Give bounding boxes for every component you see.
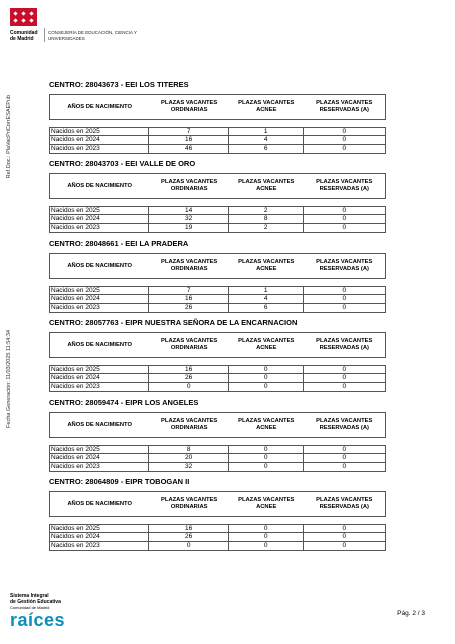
logo-divider — [44, 28, 45, 42]
col-header-anos: AÑOS DE NACIMIENTO — [67, 182, 133, 189]
row-label: Nacidos en 2023 — [50, 542, 149, 550]
cell-ordinarias: 16 — [149, 525, 229, 532]
page-number: Pág. 2 / 3 — [397, 610, 425, 617]
col-header-ordinarias: PLAZAS VACANTES ORDINARIAS — [161, 418, 218, 431]
cell-reservadas: 0 — [342, 446, 347, 453]
row-label: Nacidos en 2023 — [50, 304, 149, 312]
cell-ordinarias: 0 — [149, 542, 229, 550]
col-header-acnee: PLAZAS VACANTES ACNEE — [238, 338, 295, 351]
cell-acnee: 4 — [229, 136, 304, 144]
col-header-acnee: PLAZAS VACANTES ACNEE — [238, 179, 295, 192]
row-label: Nacidos en 2024 — [50, 136, 149, 144]
cell-ordinarias: 0 — [149, 383, 229, 391]
cell-reservadas: 0 — [342, 287, 347, 294]
row-label: Nacidos en 2024 — [50, 295, 149, 303]
cell-ordinarias: 16 — [149, 366, 229, 373]
table-row — [49, 145, 386, 154]
cell-reservadas: 0 — [342, 207, 347, 214]
centro-block — [49, 80, 386, 154]
col-header-reservadas: PLAZAS VACANTES RESERVADAS (A) — [316, 497, 373, 510]
col-header-reservadas: PLAZAS VACANTES RESERVADAS (A) — [316, 338, 373, 351]
centro-block — [49, 239, 386, 313]
col-header-reservadas: PLAZAS VACANTES RESERVADAS (A) — [316, 418, 373, 431]
row-label: Nacidos en 2025 — [50, 128, 149, 135]
table-row — [49, 524, 386, 533]
cell-ordinarias: 14 — [149, 207, 229, 214]
cell-acnee: 8 — [229, 215, 304, 223]
col-header-anos: AÑOS DE NACIMIENTO — [67, 341, 133, 348]
row-label: Nacidos en 2024 — [50, 215, 149, 223]
row-label: Nacidos en 2023 — [50, 463, 149, 471]
table-row — [49, 295, 386, 304]
cell-ordinarias: 7 — [149, 287, 229, 294]
centro-block — [49, 318, 386, 392]
table-row — [49, 127, 386, 136]
footer-system-line3: Comunidad de Madrid — [10, 605, 50, 610]
side-generation-date — [6, 330, 16, 440]
side-reference — [6, 95, 16, 185]
table-header — [49, 491, 386, 517]
cell-acnee: 0 — [229, 533, 304, 541]
col-header-reservadas: PLAZAS VACANTES RESERVADAS (A) — [316, 179, 373, 192]
row-label: Nacidos en 2024 — [50, 374, 149, 382]
cell-reservadas: 0 — [342, 366, 347, 373]
table-row — [49, 224, 386, 233]
centro-block — [49, 398, 386, 472]
col-header-anos: AÑOS DE NACIMIENTO — [67, 421, 133, 428]
row-label: Nacidos en 2024 — [50, 454, 149, 462]
cell-ordinarias: 19 — [149, 224, 229, 232]
footer-system-line1: Sistema Integral — [10, 593, 49, 599]
footer-logo — [10, 593, 90, 635]
row-label: Nacidos en 2025 — [50, 446, 149, 453]
cell-ordinarias: 16 — [149, 136, 229, 144]
cell-reservadas: 0 — [342, 542, 347, 549]
centro-title: CENTRO: 28043703 - EEI VALLE DE ORO — [49, 159, 196, 168]
cell-acnee: 0 — [229, 446, 304, 453]
raices-logo: raíces — [10, 610, 66, 630]
cell-reservadas: 0 — [342, 533, 347, 540]
cell-ordinarias: 8 — [149, 446, 229, 453]
cell-ordinarias: 26 — [149, 533, 229, 541]
table-row — [49, 286, 386, 295]
centro-block — [49, 477, 386, 551]
cell-ordinarias: 32 — [149, 463, 229, 471]
col-header-anos: AÑOS DE NACIMIENTO — [67, 500, 133, 507]
cell-acnee: 0 — [229, 454, 304, 462]
table-row — [49, 365, 386, 374]
cell-acnee: 1 — [229, 128, 304, 135]
dept-name: CONSEJERÍA DE EDUCACIÓN, CIENCIA Y UNIVERSIDADES — [48, 30, 137, 41]
row-label: Nacidos en 2024 — [50, 533, 149, 541]
table-row — [49, 206, 386, 215]
cell-reservadas: 0 — [342, 374, 347, 381]
col-header-ordinarias: PLAZAS VACANTES ORDINARIAS — [161, 497, 218, 510]
cell-reservadas: 0 — [342, 224, 347, 231]
centro-title: CENTRO: 28064809 - EIPR TOBOGAN II — [49, 477, 190, 486]
col-header-reservadas: PLAZAS VACANTES RESERVADAS (A) — [316, 100, 373, 113]
table-row — [49, 374, 386, 383]
table-row — [49, 445, 386, 454]
table-header — [49, 332, 386, 358]
row-label: Nacidos en 2025 — [50, 525, 149, 532]
cell-ordinarias: 26 — [149, 374, 229, 382]
cell-acnee: 1 — [229, 287, 304, 294]
cell-reservadas: 0 — [342, 136, 347, 143]
cell-acnee: 6 — [229, 145, 304, 153]
cell-reservadas: 0 — [342, 304, 347, 311]
cell-reservadas: 0 — [342, 215, 347, 222]
cell-ordinarias: 46 — [149, 145, 229, 153]
col-header-acnee: PLAZAS VACANTES ACNEE — [238, 259, 295, 272]
row-label: Nacidos en 2025 — [50, 207, 149, 214]
cell-ordinarias: 16 — [149, 295, 229, 303]
table-row — [49, 136, 386, 145]
cell-acnee: 2 — [229, 207, 304, 214]
cell-acnee: 0 — [229, 463, 304, 471]
table-row — [49, 542, 386, 551]
org-name: Comunidad de Madrid — [10, 30, 38, 42]
table-header — [49, 94, 386, 120]
cell-acnee: 4 — [229, 295, 304, 303]
centro-title: CENTRO: 28059474 - EIPR LOS ANGELES — [49, 398, 199, 407]
cell-reservadas: 0 — [342, 145, 347, 152]
row-label: Nacidos en 2023 — [50, 224, 149, 232]
col-header-acnee: PLAZAS VACANTES ACNEE — [238, 418, 295, 431]
centro-block — [49, 159, 386, 233]
cell-acnee: 2 — [229, 224, 304, 232]
cell-acnee: 0 — [229, 383, 304, 391]
cell-reservadas: 0 — [342, 525, 347, 532]
cell-acnee: 0 — [229, 366, 304, 373]
col-header-ordinarias: PLAZAS VACANTES ORDINARIAS — [161, 259, 218, 272]
cell-ordinarias: 20 — [149, 454, 229, 462]
table-row — [49, 215, 386, 224]
col-header-acnee: PLAZAS VACANTES ACNEE — [238, 100, 295, 113]
header-logo — [10, 8, 137, 48]
table-header — [49, 173, 386, 199]
cell-reservadas: 0 — [342, 454, 347, 461]
col-header-ordinarias: PLAZAS VACANTES ORDINARIAS — [161, 100, 218, 113]
table-row — [49, 454, 386, 463]
madrid-flag-icon — [10, 8, 37, 26]
table-row — [49, 304, 386, 313]
row-label: Nacidos en 2025 — [50, 287, 149, 294]
cell-acnee: 6 — [229, 304, 304, 312]
centro-title: CENTRO: 28048661 - EEI LA PRADERA — [49, 239, 189, 248]
col-header-ordinarias: PLAZAS VACANTES ORDINARIAS — [161, 179, 218, 192]
row-label: Nacidos en 2023 — [50, 145, 149, 153]
side-generation-date-text: Fecha Generación: 11/03/2025 11:54:34 — [6, 330, 12, 428]
centro-title: CENTRO: 28043673 - EEI LOS TITERES — [49, 80, 189, 89]
cell-acnee: 0 — [229, 525, 304, 532]
footer-system-line2: de Gestión Educativa — [10, 599, 61, 605]
centro-title: CENTRO: 28057763 - EIPR NUESTRA SEÑORA DE LA ENCARNACION — [49, 318, 298, 327]
cell-reservadas: 0 — [342, 295, 347, 302]
col-header-anos: AÑOS DE NACIMIENTO — [67, 262, 133, 269]
row-label: Nacidos en 2025 — [50, 366, 149, 373]
table-header — [49, 253, 386, 279]
cell-acnee: 0 — [229, 374, 304, 382]
cell-acnee: 0 — [229, 542, 304, 550]
side-reference-text: Ref.Doc.: PlaVacPriCorrESAEPub — [6, 95, 12, 179]
cell-reservadas: 0 — [342, 128, 347, 135]
table-row — [49, 383, 386, 392]
row-label: Nacidos en 2023 — [50, 383, 149, 391]
cell-reservadas: 0 — [342, 463, 347, 470]
cell-reservadas: 0 — [342, 383, 347, 390]
table-row — [49, 533, 386, 542]
col-header-anos: AÑOS DE NACIMIENTO — [67, 103, 133, 110]
col-header-acnee: PLAZAS VACANTES ACNEE — [238, 497, 295, 510]
cell-ordinarias: 26 — [149, 304, 229, 312]
table-row — [49, 463, 386, 472]
cell-ordinarias: 7 — [149, 128, 229, 135]
col-header-reservadas: PLAZAS VACANTES RESERVADAS (A) — [316, 259, 373, 272]
cell-ordinarias: 32 — [149, 215, 229, 223]
col-header-ordinarias: PLAZAS VACANTES ORDINARIAS — [161, 338, 218, 351]
table-header — [49, 412, 386, 438]
